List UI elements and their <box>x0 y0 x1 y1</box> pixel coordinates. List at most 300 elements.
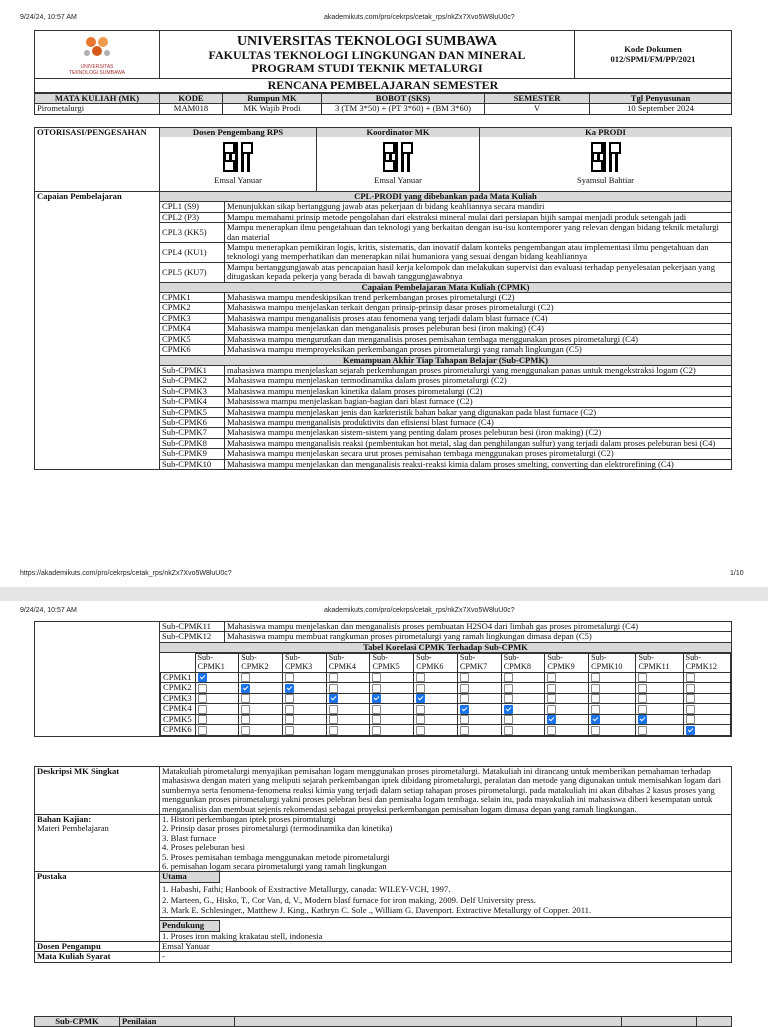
cpmk-title: Capaian Pembelajaran Mata Kuliah (CPMK) <box>160 282 732 292</box>
matrix-cell <box>282 725 326 736</box>
signer-name: Emsal Yanuar <box>374 174 422 185</box>
unchecked-checkbox[interactable] <box>460 694 469 703</box>
matrix-cell <box>457 704 501 715</box>
matrix-row-label: CPMK2 <box>161 683 196 694</box>
course-col-header: SEMESTER <box>485 94 590 104</box>
matrix-cell <box>457 672 501 683</box>
cpl-text: Menunjukkan sikap bertanggung jawab atas pekerjaan di bidang keahliannya secara mandiri <box>225 202 732 212</box>
references-label: Pustaka <box>35 872 160 941</box>
matrix-cell <box>636 725 683 736</box>
sub-cpmk-text: Mahasiswa mampu menjelaskan secara urut proses pemisahan tembaga menggunakan proses pirometalurgi (C2) <box>225 449 732 459</box>
matrix-cell <box>683 725 730 736</box>
course-col-header: KODE <box>160 94 223 104</box>
role-label: Dosen Pengembang RPS <box>160 128 316 137</box>
authorization-label: OTORISASI/PENGESAHAN <box>35 128 160 192</box>
sub-cpmk-text: Mahasiswa mampu menjelaskan dan menganalisis reaksi-reaksi kimia dalam proses smelting, converting dan elektrorefining (C4) <box>225 459 732 469</box>
unchecked-checkbox[interactable] <box>504 715 513 724</box>
unchecked-checkbox[interactable] <box>198 694 207 703</box>
unchecked-checkbox[interactable] <box>460 673 469 682</box>
material-item: 6. pemisahan logam secara pirometalurgi yang ramah lingkungan <box>162 861 387 872</box>
matrix-cell <box>457 693 501 704</box>
unchecked-checkbox[interactable] <box>591 694 600 703</box>
matrix-cell <box>414 725 458 736</box>
matrix-cell <box>683 693 730 704</box>
matrix-cell <box>683 714 730 725</box>
checked-checkbox[interactable] <box>372 694 381 703</box>
unchecked-checkbox[interactable] <box>591 726 600 735</box>
checked-checkbox[interactable] <box>198 673 207 682</box>
matrix-cell <box>195 704 239 715</box>
unchecked-checkbox[interactable] <box>416 705 425 714</box>
matrix-cell <box>683 683 730 694</box>
qr-code-icon <box>590 141 622 173</box>
unchecked-checkbox[interactable] <box>686 715 695 724</box>
cpmk-code: CPMK4 <box>160 324 225 334</box>
matrix-cell <box>589 683 636 694</box>
matrix-cell <box>414 683 458 694</box>
unchecked-checkbox[interactable] <box>241 705 250 714</box>
matrix-cell <box>589 704 636 715</box>
unchecked-checkbox[interactable] <box>460 684 469 693</box>
unchecked-checkbox[interactable] <box>241 694 250 703</box>
unchecked-checkbox[interactable] <box>241 715 250 724</box>
unchecked-checkbox[interactable] <box>591 705 600 714</box>
unchecked-checkbox[interactable] <box>372 684 381 693</box>
course-date: 10 September 2024 <box>590 104 732 114</box>
matrix-row-label: CPMK4 <box>161 704 196 715</box>
sub-cpmk-code: Sub-CPMK10 <box>160 459 225 469</box>
checked-checkbox[interactable] <box>285 684 294 693</box>
matrix-cell <box>195 672 239 683</box>
course-col-header: BOBOT (SKS) <box>322 94 485 104</box>
cpmk-text: Mahasiswa mampu menjelaskan terkait dengan prinsip-prinsip dasar proses pirometalurgi (C2) <box>225 303 732 313</box>
matrix-cell <box>545 683 589 694</box>
checked-checkbox[interactable] <box>416 694 425 703</box>
matrix-col-header: Sub-CPMK8 <box>501 654 545 673</box>
matrix-cell <box>545 704 589 715</box>
matrix-cell <box>589 693 636 704</box>
unchecked-checkbox[interactable] <box>547 726 556 735</box>
unchecked-checkbox[interactable] <box>198 715 207 724</box>
matrix-cell <box>282 714 326 725</box>
course-col-header: MATA KULIAH (MK) <box>35 94 160 104</box>
prerequisite-value: - <box>160 952 732 962</box>
matrix-cell <box>501 672 545 683</box>
outcomes-label-spacer <box>35 622 160 737</box>
assessment-col-blank <box>622 1017 697 1027</box>
main-refs-list <box>160 883 731 918</box>
document-header <box>34 30 732 93</box>
cpmk-text: Mahasiswa mampu mendeskipsikan trend perkembangan proses pirometalurgi (C2) <box>225 293 732 303</box>
sub-cpmk-code: Sub-CPMK11 <box>160 622 225 632</box>
checked-checkbox[interactable] <box>547 715 556 724</box>
material-item: 3. Blast furnace <box>162 832 217 843</box>
unchecked-checkbox[interactable] <box>416 726 425 735</box>
unchecked-checkbox[interactable] <box>198 726 207 735</box>
university-name: UNIVERSITAS TEKNOLOGI SUMBAWA <box>236 33 498 49</box>
matrix-cell <box>501 725 545 736</box>
matrix-cell <box>370 704 414 715</box>
references-cell <box>160 872 732 941</box>
print-datetime: 9/24/24, 10:57 AM <box>20 607 77 614</box>
material-item: 5. Proses pemisahan tembaga menggunakan metode pirometalurgi <box>162 851 390 862</box>
support-refs-label: Pendukung <box>160 920 220 931</box>
unchecked-checkbox[interactable] <box>638 705 647 714</box>
unchecked-checkbox[interactable] <box>198 705 207 714</box>
matrix-cell <box>195 683 239 694</box>
unchecked-checkbox[interactable] <box>285 726 294 735</box>
sub-cpmk-code: Sub-CPMK9 <box>160 449 225 459</box>
reference-item: 2. Marteen, G., Hisko, T., Cor Van, d, V., Modern blasf furnace for iron making, 2009. Delf University press. <box>162 895 536 906</box>
sub-cpmk-text: Mahasisswa mampu menjelaskan bagian-bagian dari blast furnace (C2) <box>225 397 732 407</box>
cpl-text: Mampu bertanggungjawab atas pencapaian hasil kerja kelompok dan melakukan supervisi dan evaluasi terhadap penyelesaian pekerjaan yang ditugaskan kepada pekerja yang berada di bawah tanggungjawabnya <box>225 262 732 282</box>
support-refs-list <box>160 932 731 941</box>
sub-cpmk-code: Sub-CPMK6 <box>160 417 225 427</box>
unchecked-checkbox[interactable] <box>504 684 513 693</box>
assessment-col-header: Penilaian <box>120 1017 235 1027</box>
print-page-title: akademikuts.com/pro/cekrps/cetak_rps/nkZx7Xvo5W8luU0c? <box>324 14 515 21</box>
matrix-cell <box>326 693 370 704</box>
matrix-cell <box>195 693 239 704</box>
sub-cpmk-code: Sub-CPMK4 <box>160 397 225 407</box>
unchecked-checkbox[interactable] <box>329 705 338 714</box>
matrix-wrapper <box>160 653 732 737</box>
sub-cpmk-code: Sub-CPMK12 <box>160 632 225 642</box>
sub-cpmk-text: Mahasiswa mampu menjelaskan kinetika dalam proses pirometalurgi (C2) <box>225 386 732 396</box>
matrix-row-label: CPMK5 <box>161 714 196 725</box>
print-page-title: akademikuts.com/pro/cekrps/cetak_rps/nkZx7Xvo5W8luU0c? <box>324 607 515 614</box>
assessment-table-header <box>34 1016 732 1027</box>
cpmk-code: CPMK1 <box>160 293 225 303</box>
role-label: Ka PRODI <box>480 128 731 137</box>
matrix-col-header: Sub-CPMK4 <box>326 654 370 673</box>
matrix-row-label: CPMK6 <box>161 725 196 736</box>
unchecked-checkbox[interactable] <box>372 715 381 724</box>
logo-cell <box>35 31 160 79</box>
matrix-cell <box>589 725 636 736</box>
print-footer-url[interactable]: https://akademikuts.com/pro/cekrps/cetak_rps/nkZx7Xvo5W8luU0c? <box>20 570 232 577</box>
sub-cpmk-text: mahasiswa mampu menjelaskan sejarah perkembangan proses pirometalurgi yang menggunakan panas untuk mengekstraksi logam (C2) <box>225 365 732 375</box>
document-code-cell <box>575 31 732 79</box>
sub-cpmk-text: Mahasiswa mampu menjelaskan sistem-sistem yang penting dalam proses peleburan besi (iron making) (C2) <box>225 428 732 438</box>
checked-checkbox[interactable] <box>504 705 513 714</box>
matrix-corner <box>161 654 196 673</box>
course-credits: 3 (TM 3*50) + (PT 3*60) + (BM 3*60) <box>322 104 485 114</box>
course-semester: V <box>485 104 590 114</box>
matrix-row <box>161 672 731 683</box>
cpmk-code: CPMK6 <box>160 345 225 355</box>
course-details-table <box>34 766 732 963</box>
unchecked-checkbox[interactable] <box>372 673 381 682</box>
plan-title: RENCANA PEMBELAJARAN SEMESTER <box>35 79 732 93</box>
unchecked-checkbox[interactable] <box>547 705 556 714</box>
matrix-cell <box>545 693 589 704</box>
material-sublabel: Materi Pembelajaran <box>37 823 109 834</box>
unchecked-checkbox[interactable] <box>591 684 600 693</box>
unchecked-checkbox[interactable] <box>416 684 425 693</box>
matrix-cell <box>545 714 589 725</box>
doc-code-label: Kode Dokumen <box>624 44 682 55</box>
matrix-cell <box>501 704 545 715</box>
assessment-col-header: Sub-CPMK <box>35 1017 120 1027</box>
page-2 <box>0 601 768 1024</box>
matrix-cell <box>239 672 283 683</box>
university-logo-icon <box>79 33 115 63</box>
material-item: 4. Proses peleburan besi <box>162 842 246 853</box>
cpl-code: CPL2 (P3) <box>160 212 225 222</box>
unchecked-checkbox[interactable] <box>504 673 513 682</box>
unchecked-checkbox[interactable] <box>686 705 695 714</box>
unchecked-checkbox[interactable] <box>460 726 469 735</box>
matrix-cell <box>370 725 414 736</box>
print-datetime: 9/24/24, 10:57 AM <box>20 14 77 21</box>
main-refs-label: Utama <box>160 872 220 882</box>
matrix-cell <box>370 683 414 694</box>
cpl-code: CPL5 (KU7) <box>160 262 225 282</box>
unchecked-checkbox[interactable] <box>285 715 294 724</box>
unchecked-checkbox[interactable] <box>504 726 513 735</box>
unchecked-checkbox[interactable] <box>241 726 250 735</box>
unchecked-checkbox[interactable] <box>686 673 695 682</box>
unchecked-checkbox[interactable] <box>591 673 600 682</box>
sub-cpmk-code: Sub-CPMK1 <box>160 365 225 375</box>
unchecked-checkbox[interactable] <box>638 694 647 703</box>
reference-item: 1. Habashi, Fathi; Hanbook of Exstractive Metallurgy, canada: WILEY-VCH, 1997. <box>162 883 451 894</box>
matrix-cell <box>414 704 458 715</box>
unchecked-checkbox[interactable] <box>329 684 338 693</box>
matrix-cell <box>195 725 239 736</box>
matrix-cell <box>457 725 501 736</box>
description-label: Deskripsi MK Singkat <box>35 767 160 815</box>
matrix-cell <box>195 714 239 725</box>
checked-checkbox[interactable] <box>591 715 600 724</box>
sub-cpmk-text: Mahasiswa mampu menjelaskan termodinamika dalam proses pirometalurgi (C2) <box>225 376 732 386</box>
matrix-header-row <box>161 654 731 673</box>
matrix-cell <box>239 704 283 715</box>
cpl-title: CPL-PRODI yang dibebankan pada Mata Kuliah <box>160 192 732 202</box>
unchecked-checkbox[interactable] <box>686 684 695 693</box>
authorization-table <box>34 127 732 192</box>
qr-code-icon <box>222 141 254 173</box>
checked-checkbox[interactable] <box>241 684 250 693</box>
unchecked-checkbox[interactable] <box>416 673 425 682</box>
matrix-col-header: Sub-CPMK11 <box>636 654 683 673</box>
unchecked-checkbox[interactable] <box>372 705 381 714</box>
prerequisite-label: Mata Kuliah Syarat <box>35 952 160 962</box>
reference-item: 1. Proses iron making krakatau stell, indonesia <box>162 930 323 941</box>
sub-cpmk-code: Sub-CPMK5 <box>160 407 225 417</box>
matrix-cell <box>239 725 283 736</box>
matrix-cell <box>501 683 545 694</box>
cpl-code: CPL1 (S9) <box>160 202 225 212</box>
matrix-cell <box>326 714 370 725</box>
matrix-cell <box>239 683 283 694</box>
unchecked-checkbox[interactable] <box>285 673 294 682</box>
unchecked-checkbox[interactable] <box>198 684 207 693</box>
unchecked-checkbox[interactable] <box>547 673 556 682</box>
cpl-code: CPL3 (KK5) <box>160 223 225 243</box>
assessment-col-blank <box>235 1017 622 1027</box>
unchecked-checkbox[interactable] <box>329 726 338 735</box>
matrix-col-header: Sub-CPMK3 <box>282 654 326 673</box>
matrix-cell <box>414 672 458 683</box>
correlation-title: Tabel Korelasi CPMK Terhadap Sub-CPMK <box>160 642 732 652</box>
matrix-cell <box>457 714 501 725</box>
outcomes-label: Capaian Pembelajaran <box>35 192 160 470</box>
material-item: 1. Histori perkembangan iptek proses piromtalurgi <box>162 814 336 825</box>
matrix-col-header: Sub-CPMK6 <box>414 654 458 673</box>
matrix-col-header: Sub-CPMK9 <box>545 654 589 673</box>
unchecked-checkbox[interactable] <box>329 673 338 682</box>
matrix-cell <box>282 672 326 683</box>
matrix-cell <box>326 672 370 683</box>
unchecked-checkbox[interactable] <box>285 694 294 703</box>
matrix-row <box>161 693 731 704</box>
checked-checkbox[interactable] <box>329 694 338 703</box>
unchecked-checkbox[interactable] <box>285 705 294 714</box>
matrix-col-header: Sub-CPMK12 <box>683 654 730 673</box>
matrix-cell <box>239 693 283 704</box>
matrix-row <box>161 725 731 736</box>
program-name: PROGRAM STUDI TEKNIK METALURGI <box>251 60 483 75</box>
matrix-cell <box>636 714 683 725</box>
matrix-cell <box>636 683 683 694</box>
matrix-cell <box>370 672 414 683</box>
unchecked-checkbox[interactable] <box>547 694 556 703</box>
sub-cpmk-code: Sub-CPMK3 <box>160 386 225 396</box>
sub-cpmk-title: Kemampuan Akhir Tiap Tahapan Belajar (Sub-CPMK) <box>160 355 732 365</box>
unchecked-checkbox[interactable] <box>686 694 695 703</box>
print-page-number: 1/10 <box>730 570 744 577</box>
role-label: Koordinator MK <box>317 128 479 137</box>
matrix-cell <box>683 704 730 715</box>
signature-cell <box>480 128 732 192</box>
sub-cpmk-code: Sub-CPMK7 <box>160 428 225 438</box>
sub-cpmk-text: Mahasiswa mampu membuat rangkuman proses pirometalurgi yang ramah lingkungan dimasa depan (C5) <box>225 632 732 642</box>
sub-cpmk-code: Sub-CPMK2 <box>160 376 225 386</box>
page-break <box>0 587 768 601</box>
signer-name: Syamsul Bahtiar <box>576 174 635 185</box>
cpmk-code: CPMK3 <box>160 313 225 323</box>
signature-cell <box>317 128 480 192</box>
sub-cpmk-text: Mahasiswa mampu menganalisis reaksi (pembentukan hot metal, slag dan penghilangan sulfur) yang terjadi dalam proses peleburan besi (C4) <box>225 438 732 448</box>
matrix-cell <box>326 683 370 694</box>
outcomes-continued-table <box>34 621 732 737</box>
matrix-row-label: CPMK3 <box>161 693 196 704</box>
cpl-code: CPL4 (KU1) <box>160 243 225 263</box>
matrix-cell <box>414 714 458 725</box>
cpmk-code: CPMK2 <box>160 303 225 313</box>
unchecked-checkbox[interactable] <box>241 673 250 682</box>
checked-checkbox[interactable] <box>638 715 647 724</box>
matrix-cell <box>589 672 636 683</box>
unchecked-checkbox[interactable] <box>504 694 513 703</box>
matrix-cell <box>239 714 283 725</box>
checked-checkbox[interactable] <box>460 705 469 714</box>
cpmk-text: Mahasiswa mampu mengurutkan dan menganalisis proses pemisahan tembaga menggunakan proses pirometalurgi (C4) <box>225 334 732 344</box>
matrix-row <box>161 683 731 694</box>
correlation-matrix <box>160 653 731 736</box>
course-cluster: MK Wajib Prodi <box>223 104 322 114</box>
qr-code-icon <box>382 141 414 173</box>
matrix-cell <box>501 714 545 725</box>
matrix-col-header: Sub-CPMK5 <box>370 654 414 673</box>
cpmk-text: Mahasiswa mampu memproyeksikan perkembangan proses pirometalurgi yang ramah lingkungan (C5) <box>225 345 732 355</box>
sub-cpmk-text: Mahasiswa mampu menganalisis produktivits dan efisiensi blast furnace (C4) <box>225 417 732 427</box>
material-item: 2. Prinsip dasar proses pirometalurgi (termodinamika dan kinetika) <box>162 823 393 834</box>
matrix-cell <box>282 693 326 704</box>
matrix-cell <box>545 725 589 736</box>
matrix-col-header: Sub-CPMK2 <box>239 654 283 673</box>
matrix-cell <box>636 704 683 715</box>
matrix-cell <box>683 672 730 683</box>
matrix-cell <box>501 693 545 704</box>
unchecked-checkbox[interactable] <box>638 726 647 735</box>
matrix-col-header: Sub-CPMK1 <box>195 654 239 673</box>
assessment-col-blank <box>697 1017 732 1027</box>
course-col-header: Tgl Penyusunan <box>590 94 732 104</box>
course-name: Pirometalurgi <box>35 104 160 114</box>
doc-code: 012/SPMI/FM/PP/2021 <box>610 53 696 64</box>
matrix-cell <box>457 683 501 694</box>
matrix-cell <box>370 693 414 704</box>
sub-cpmk-code: Sub-CPMK8 <box>160 438 225 448</box>
logo-text: UNIVERSITAS TEKNOLOGI SUMBAWA <box>68 64 126 76</box>
lecturer-name: Emsal Yanuar <box>160 941 732 951</box>
unchecked-checkbox[interactable] <box>372 726 381 735</box>
unchecked-checkbox[interactable] <box>547 684 556 693</box>
matrix-cell <box>326 725 370 736</box>
outcomes-table <box>34 191 732 470</box>
cpl-text: Mampu menerapkan pemikiran logis, kritis, sistematis, dan inovatif dalam konteks pengembangan atau implementasi ilmu pengetahuan dan teknologi yang memperhatikan dan menerapkan nilai humaniora yang sesuai dengan bidang keahliannya <box>225 243 732 263</box>
material-label-cell <box>35 815 160 872</box>
description-text: Matakuliah pirometalurgi menyajikan pemisahan logam menggunakan proses pirometalurgi. Matakuliah ini dirancang untuk memberikan pemahaman terhadap mahasiswa dengan materi yang meliputi sejarah perkembangan iptek dibidang pirometalurgi, peralatan dan metode yang digunakan untuk memisahkan logam dari sumbernya serta fenomena-fenomena reaksi kimia yang terjadi dalam setiap tahapan proses pirometalurgi. pada matakuliah ini akan dibahas 2 kasus proses yang menggunkan proses pirometalurgi yakni proses pelebran besi dan pemisaha logam tembaga. selain itu, pada mayakuliah ini mahasiswa diberi kesempatan untuk menganalisis dan membuat sejenis rekomendasi sebagai proyeksi perkembangan pemisahan logam dimasa depan yang ramah lingkungan. <box>160 767 732 815</box>
sub-cpmk-text: Mahasiswa mampu menjelaskan dan menganalisis proses pembuatan H2SO4 dari limbah gas proses pirometalurgi (C4) <box>225 622 732 632</box>
unchecked-checkbox[interactable] <box>329 715 338 724</box>
cpl-text: Mampu menerapkan ilmu pengetahuan dan teknologi yang berkaitan dengan isu-isu kontemporer yang relevan dengan bidang teknik metalurgi dan material <box>225 223 732 243</box>
lecturer-label: Dosen Pengampu <box>35 941 160 951</box>
matrix-cell <box>282 704 326 715</box>
signature-cell <box>160 128 317 192</box>
matrix-row <box>161 714 731 725</box>
matrix-cell <box>370 714 414 725</box>
unchecked-checkbox[interactable] <box>638 684 647 693</box>
institution-titles <box>160 31 575 79</box>
cpmk-code: CPMK5 <box>160 334 225 344</box>
unchecked-checkbox[interactable] <box>460 715 469 724</box>
signer-name: Emsal Yanuar <box>214 174 262 185</box>
cpl-text: Mampu memahami prinsip metode pengolahan dari ekstraksi mineral mulai dari persiapan bijih sampai menjadi produk setengah jadi <box>225 212 732 222</box>
faculty-name: FAKULTAS TEKNOLOGI LINGKUNGAN DAN MINERAL <box>208 47 526 62</box>
course-col-header: Rumpun MK <box>223 94 322 104</box>
matrix-cell <box>636 693 683 704</box>
material-label: Bahan Kajian: <box>37 814 92 825</box>
matrix-cell <box>282 683 326 694</box>
matrix-cell <box>589 714 636 725</box>
matrix-row <box>161 704 731 715</box>
unchecked-checkbox[interactable] <box>416 715 425 724</box>
matrix-col-header: Sub-CPMK10 <box>589 654 636 673</box>
matrix-cell <box>545 672 589 683</box>
matrix-cell <box>636 672 683 683</box>
unchecked-checkbox[interactable] <box>638 673 647 682</box>
matrix-col-header: Sub-CPMK7 <box>457 654 501 673</box>
matrix-row-label: CPMK1 <box>161 672 196 683</box>
matrix-cell <box>414 693 458 704</box>
checked-checkbox[interactable] <box>686 726 695 735</box>
course-info-table <box>34 93 732 115</box>
matrix-cell <box>326 704 370 715</box>
